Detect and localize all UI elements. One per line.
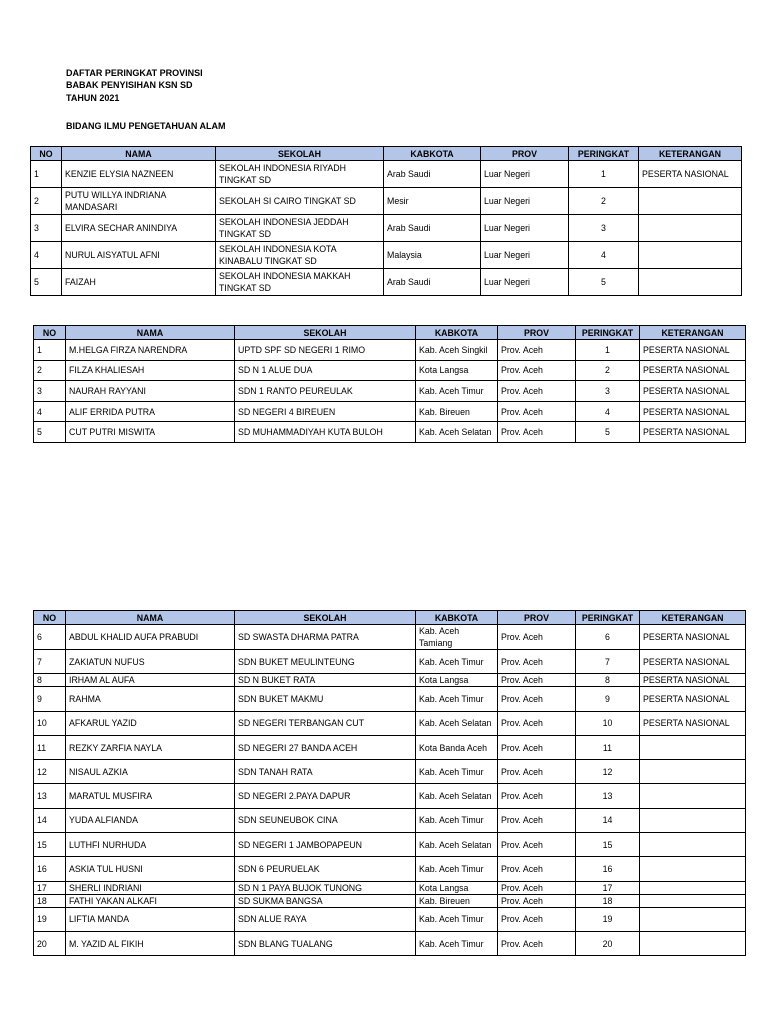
cell-keterangan	[640, 735, 746, 759]
cell-sekolah: SDN SEUNEUBOK CINA	[235, 808, 416, 832]
header-col-peringkat: PERINGKAT	[569, 147, 639, 161]
table-row	[34, 894, 746, 907]
table-row	[31, 188, 742, 215]
cell-nama: M. YAZID AL FIKIH	[66, 931, 235, 955]
cell-sekolah: SD N 1 PAYA BUJOK TUNONG	[235, 881, 416, 894]
cell-kabkota: Kab. Aceh Tamiang	[416, 625, 498, 650]
cell-peringkat: 3	[576, 381, 640, 402]
cell-kabkota: Mesir	[384, 188, 481, 215]
cell-nama: NAURAH RAYYANI	[66, 381, 235, 402]
cell-kabkota: Kota Langsa	[416, 881, 498, 894]
cell-sekolah: SDN TANAH RATA	[235, 760, 416, 784]
cell-nama: ZAKIATUN NUFUS	[66, 650, 235, 674]
cell-kabkota: Kab. Aceh Selatan	[416, 784, 498, 808]
table-header-row	[34, 326, 746, 340]
cell-no: 5	[34, 422, 66, 443]
cell-kabkota: Kab. Aceh Timur	[416, 687, 498, 711]
cell-peringkat: 4	[569, 242, 639, 269]
cell-no: 14	[34, 808, 66, 832]
table-row	[34, 674, 746, 687]
cell-nama: ELVIRA SECHAR ANINDIYA	[62, 215, 216, 242]
header-col-peringkat: PERINGKAT	[576, 326, 640, 340]
cell-nama: M.HELGA FIRZA NARENDRA	[66, 340, 235, 361]
header-col-kabkota: KABKOTA	[416, 326, 498, 340]
cell-no: 6	[34, 625, 66, 650]
cell-sekolah: SD N 1 ALUE DUA	[235, 360, 416, 381]
cell-prov: Luar Negeri	[481, 161, 569, 188]
cell-keterangan	[639, 188, 742, 215]
cell-keterangan: PESERTA NASIONAL	[640, 650, 746, 674]
cell-peringkat: 14	[576, 808, 640, 832]
cell-prov: Luar Negeri	[481, 188, 569, 215]
cell-prov: Prov. Aceh	[498, 625, 576, 650]
cell-keterangan: PESERTA NASIONAL	[640, 360, 746, 381]
cell-no: 17	[34, 881, 66, 894]
cell-no: 18	[34, 894, 66, 907]
header-col-keterangan: KETERANGAN	[640, 611, 746, 625]
cell-nama: NURUL AISYATUL AFNI	[62, 242, 216, 269]
header-col-sekolah: SEKOLAH	[235, 611, 416, 625]
cell-prov: Prov. Aceh	[498, 340, 576, 361]
header-col-sekolah: SEKOLAH	[216, 147, 384, 161]
cell-keterangan	[640, 931, 746, 955]
ranking-table-overseas	[30, 146, 742, 296]
cell-nama: LUTHFI NURHUDA	[66, 833, 235, 857]
cell-nama: REZKY ZARFIA NAYLA	[66, 735, 235, 759]
cell-keterangan	[640, 760, 746, 784]
table-row	[34, 808, 746, 832]
table-row	[34, 833, 746, 857]
cell-no: 13	[34, 784, 66, 808]
cell-peringkat: 6	[576, 625, 640, 650]
table-row	[31, 215, 742, 242]
table-header-row	[31, 147, 742, 161]
cell-keterangan: PESERTA NASIONAL	[640, 687, 746, 711]
cell-peringkat: 9	[576, 687, 640, 711]
cell-prov: Prov. Aceh	[498, 833, 576, 857]
cell-prov: Prov. Aceh	[498, 687, 576, 711]
cell-prov: Prov. Aceh	[498, 650, 576, 674]
cell-peringkat: 19	[576, 907, 640, 931]
cell-prov: Prov. Aceh	[498, 881, 576, 894]
cell-prov: Prov. Aceh	[498, 760, 576, 784]
cell-nama: RAHMA	[66, 687, 235, 711]
field-title: BIDANG ILMU PENGETAHUAN ALAM	[66, 121, 226, 131]
cell-nama: MARATUL MUSFIRA	[66, 784, 235, 808]
table-row	[34, 650, 746, 674]
cell-keterangan: PESERTA NASIONAL	[640, 674, 746, 687]
cell-no: 9	[34, 687, 66, 711]
cell-keterangan: PESERTA NASIONAL	[640, 381, 746, 402]
header-col-kabkota: KABKOTA	[416, 611, 498, 625]
cell-sekolah: SD SWASTA DHARMA PATRA	[235, 625, 416, 650]
table-row	[34, 687, 746, 711]
cell-sekolah: SDN ALUE RAYA	[235, 907, 416, 931]
cell-no: 7	[34, 650, 66, 674]
cell-nama: FILZA KHALIESAH	[66, 360, 235, 381]
cell-keterangan: PESERTA NASIONAL	[640, 625, 746, 650]
cell-keterangan	[640, 881, 746, 894]
cell-keterangan	[640, 857, 746, 881]
header-col-keterangan: KETERANGAN	[640, 326, 746, 340]
cell-prov: Prov. Aceh	[498, 711, 576, 735]
cell-sekolah: UPTD SPF SD NEGERI 1 RIMO	[235, 340, 416, 361]
table-row	[34, 381, 746, 402]
cell-peringkat: 3	[569, 215, 639, 242]
cell-kabkota: Kota Langsa	[416, 360, 498, 381]
table-row	[34, 340, 746, 361]
cell-sekolah: SEKOLAH INDONESIA RIYADH TINGKAT SD	[216, 161, 384, 188]
ranking-table-aceh-rest	[33, 610, 746, 956]
cell-kabkota: Kab. Aceh Timur	[416, 381, 498, 402]
cell-sekolah: SD NEGERI 2.PAYA DAPUR	[235, 784, 416, 808]
cell-keterangan	[640, 808, 746, 832]
cell-kabkota: Arab Saudi	[384, 215, 481, 242]
cell-no: 4	[31, 242, 62, 269]
cell-kabkota: Malaysia	[384, 242, 481, 269]
cell-keterangan	[639, 269, 742, 296]
cell-no: 12	[34, 760, 66, 784]
cell-keterangan	[640, 894, 746, 907]
cell-nama: AFKARUL YAZID	[66, 711, 235, 735]
cell-peringkat: 18	[576, 894, 640, 907]
header-col-prov: PROV	[481, 147, 569, 161]
cell-kabkota: Kab. Aceh Timur	[416, 650, 498, 674]
cell-kabkota: Kota Langsa	[416, 674, 498, 687]
cell-sekolah: SEKOLAH SI CAIRO TINGKAT SD	[216, 188, 384, 215]
cell-no: 5	[31, 269, 62, 296]
cell-peringkat: 12	[576, 760, 640, 784]
cell-kabkota: Kota Banda Aceh	[416, 735, 498, 759]
cell-prov: Prov. Aceh	[498, 381, 576, 402]
cell-prov: Prov. Aceh	[498, 735, 576, 759]
cell-sekolah: SD NEGERI 27 BANDA ACEH	[235, 735, 416, 759]
table-row	[34, 422, 746, 443]
cell-peringkat: 5	[569, 269, 639, 296]
cell-sekolah: SDN BLANG TUALANG	[235, 931, 416, 955]
cell-peringkat: 7	[576, 650, 640, 674]
cell-kabkota: Kab. Aceh Selatan	[416, 711, 498, 735]
cell-peringkat: 8	[576, 674, 640, 687]
cell-prov: Prov. Aceh	[498, 808, 576, 832]
header-col-peringkat: PERINGKAT	[576, 611, 640, 625]
cell-keterangan	[639, 242, 742, 269]
cell-prov: Prov. Aceh	[498, 422, 576, 443]
cell-sekolah: SEKOLAH INDONESIA MAKKAH TINGKAT SD	[216, 269, 384, 296]
cell-peringkat: 1	[569, 161, 639, 188]
header-col-sekolah: SEKOLAH	[235, 326, 416, 340]
cell-keterangan	[639, 215, 742, 242]
cell-kabkota: Kab. Aceh Singkil	[416, 340, 498, 361]
cell-keterangan: PESERTA NASIONAL	[640, 340, 746, 361]
table-row	[34, 857, 746, 881]
cell-no: 10	[34, 711, 66, 735]
cell-peringkat: 15	[576, 833, 640, 857]
cell-kabkota: Kab. Aceh Timur	[416, 808, 498, 832]
table-header-row	[34, 611, 746, 625]
cell-no: 2	[34, 360, 66, 381]
cell-prov: Luar Negeri	[481, 269, 569, 296]
cell-prov: Luar Negeri	[481, 215, 569, 242]
cell-nama: SHERLI INDRIANI	[66, 881, 235, 894]
cell-no: 3	[31, 215, 62, 242]
cell-sekolah: SDN BUKET MAKMU	[235, 687, 416, 711]
cell-peringkat: 16	[576, 857, 640, 881]
cell-nama: FATHI YAKAN ALKAFI	[66, 894, 235, 907]
cell-prov: Prov. Aceh	[498, 360, 576, 381]
doc-subtitle: BABAK PENYISIHAN KSN SD	[66, 80, 193, 90]
table-row	[34, 735, 746, 759]
cell-no: 11	[34, 735, 66, 759]
table-row	[31, 161, 742, 188]
cell-peringkat: 20	[576, 931, 640, 955]
cell-sekolah: SDN 6 PEURUELAK	[235, 857, 416, 881]
cell-sekolah: SEKOLAH INDONESIA JEDDAH TINGKAT SD	[216, 215, 384, 242]
cell-keterangan	[640, 784, 746, 808]
cell-sekolah: SD NEGERI 4 BIREUEN	[235, 401, 416, 422]
cell-peringkat: 2	[569, 188, 639, 215]
cell-prov: Luar Negeri	[481, 242, 569, 269]
cell-nama: PUTU WILLYA INDRIANA MANDASARI	[62, 188, 216, 215]
doc-year: TAHUN 2021	[66, 93, 120, 103]
header-col-keterangan: KETERANGAN	[639, 147, 742, 161]
header-col-prov: PROV	[498, 326, 576, 340]
cell-sekolah: SD NEGERI 1 JAMBOPAPEUN	[235, 833, 416, 857]
cell-kabkota: Kab. Bireuen	[416, 894, 498, 907]
table-row	[34, 625, 746, 650]
table-row	[34, 784, 746, 808]
cell-kabkota: Arab Saudi	[384, 161, 481, 188]
cell-nama: ABDUL KHALID AUFA PRABUDI	[66, 625, 235, 650]
table-row	[34, 881, 746, 894]
cell-nama: NISAUL AZKIA	[66, 760, 235, 784]
cell-no: 1	[31, 161, 62, 188]
cell-kabkota: Kab. Aceh Timur	[416, 857, 498, 881]
cell-nama: YUDA ALFIANDA	[66, 808, 235, 832]
doc-title: DAFTAR PERINGKAT PROVINSI	[66, 68, 203, 78]
cell-kabkota: Kab. Aceh Timur	[416, 907, 498, 931]
cell-prov: Prov. Aceh	[498, 674, 576, 687]
cell-peringkat: 10	[576, 711, 640, 735]
header-col-nama: NAMA	[62, 147, 216, 161]
cell-nama: CUT PUTRI MISWITA	[66, 422, 235, 443]
cell-peringkat: 1	[576, 340, 640, 361]
cell-no: 20	[34, 931, 66, 955]
table-row	[34, 360, 746, 381]
cell-kabkota: Kab. Aceh Selatan	[416, 422, 498, 443]
table-row	[34, 907, 746, 931]
cell-keterangan	[640, 907, 746, 931]
cell-no: 16	[34, 857, 66, 881]
table-row	[34, 401, 746, 422]
cell-peringkat: 2	[576, 360, 640, 381]
table-row	[31, 242, 742, 269]
cell-no: 8	[34, 674, 66, 687]
cell-nama: KENZIE ELYSIA NAZNEEN	[62, 161, 216, 188]
cell-sekolah: SEKOLAH INDONESIA KOTA KINABALU TINGKAT SD	[216, 242, 384, 269]
table-row	[34, 760, 746, 784]
cell-kabkota: Kab. Aceh Timur	[416, 931, 498, 955]
header-col-no: NO	[34, 611, 66, 625]
cell-prov: Prov. Aceh	[498, 857, 576, 881]
table-row	[34, 931, 746, 955]
cell-no: 19	[34, 907, 66, 931]
cell-peringkat: 5	[576, 422, 640, 443]
cell-no: 4	[34, 401, 66, 422]
cell-no: 1	[34, 340, 66, 361]
cell-keterangan: PESERTA NASIONAL	[640, 422, 746, 443]
cell-prov: Prov. Aceh	[498, 931, 576, 955]
cell-prov: Prov. Aceh	[498, 907, 576, 931]
cell-sekolah: SD MUHAMMADIYAH KUTA BULOH	[235, 422, 416, 443]
cell-sekolah: SD NEGERI TERBANGAN CUT	[235, 711, 416, 735]
cell-no: 15	[34, 833, 66, 857]
cell-nama: IRHAM AL AUFA	[66, 674, 235, 687]
cell-nama: ALIF ERRIDA PUTRA	[66, 401, 235, 422]
table-row	[31, 269, 742, 296]
header-col-prov: PROV	[498, 611, 576, 625]
header-col-no: NO	[31, 147, 62, 161]
cell-kabkota: Kab. Aceh Selatan	[416, 833, 498, 857]
cell-peringkat: 11	[576, 735, 640, 759]
cell-keterangan: PESERTA NASIONAL	[640, 401, 746, 422]
cell-kabkota: Kab. Aceh Timur	[416, 760, 498, 784]
cell-peringkat: 13	[576, 784, 640, 808]
cell-no: 3	[34, 381, 66, 402]
header-col-no: NO	[34, 326, 66, 340]
cell-peringkat: 4	[576, 401, 640, 422]
cell-keterangan: PESERTA NASIONAL	[640, 711, 746, 735]
header-col-kabkota: KABKOTA	[384, 147, 481, 161]
cell-keterangan: PESERTA NASIONAL	[639, 161, 742, 188]
cell-sekolah: SDN BUKET MEULINTEUNG	[235, 650, 416, 674]
cell-peringkat: 17	[576, 881, 640, 894]
ranking-table-aceh-top	[33, 325, 746, 443]
cell-prov: Prov. Aceh	[498, 784, 576, 808]
cell-nama: ASKIA TUL HUSNI	[66, 857, 235, 881]
table-row	[34, 711, 746, 735]
cell-prov: Prov. Aceh	[498, 894, 576, 907]
cell-kabkota: Arab Saudi	[384, 269, 481, 296]
header-col-nama: NAMA	[66, 611, 235, 625]
cell-nama: LIFTIA MANDA	[66, 907, 235, 931]
header-col-nama: NAMA	[66, 326, 235, 340]
cell-nama: FAIZAH	[62, 269, 216, 296]
cell-kabkota: Kab. Bireuen	[416, 401, 498, 422]
cell-sekolah: SD N BUKET RATA	[235, 674, 416, 687]
cell-sekolah: SDN 1 RANTO PEUREULAK	[235, 381, 416, 402]
cell-keterangan	[640, 833, 746, 857]
cell-sekolah: SD SUKMA BANGSA	[235, 894, 416, 907]
cell-prov: Prov. Aceh	[498, 401, 576, 422]
cell-no: 2	[31, 188, 62, 215]
